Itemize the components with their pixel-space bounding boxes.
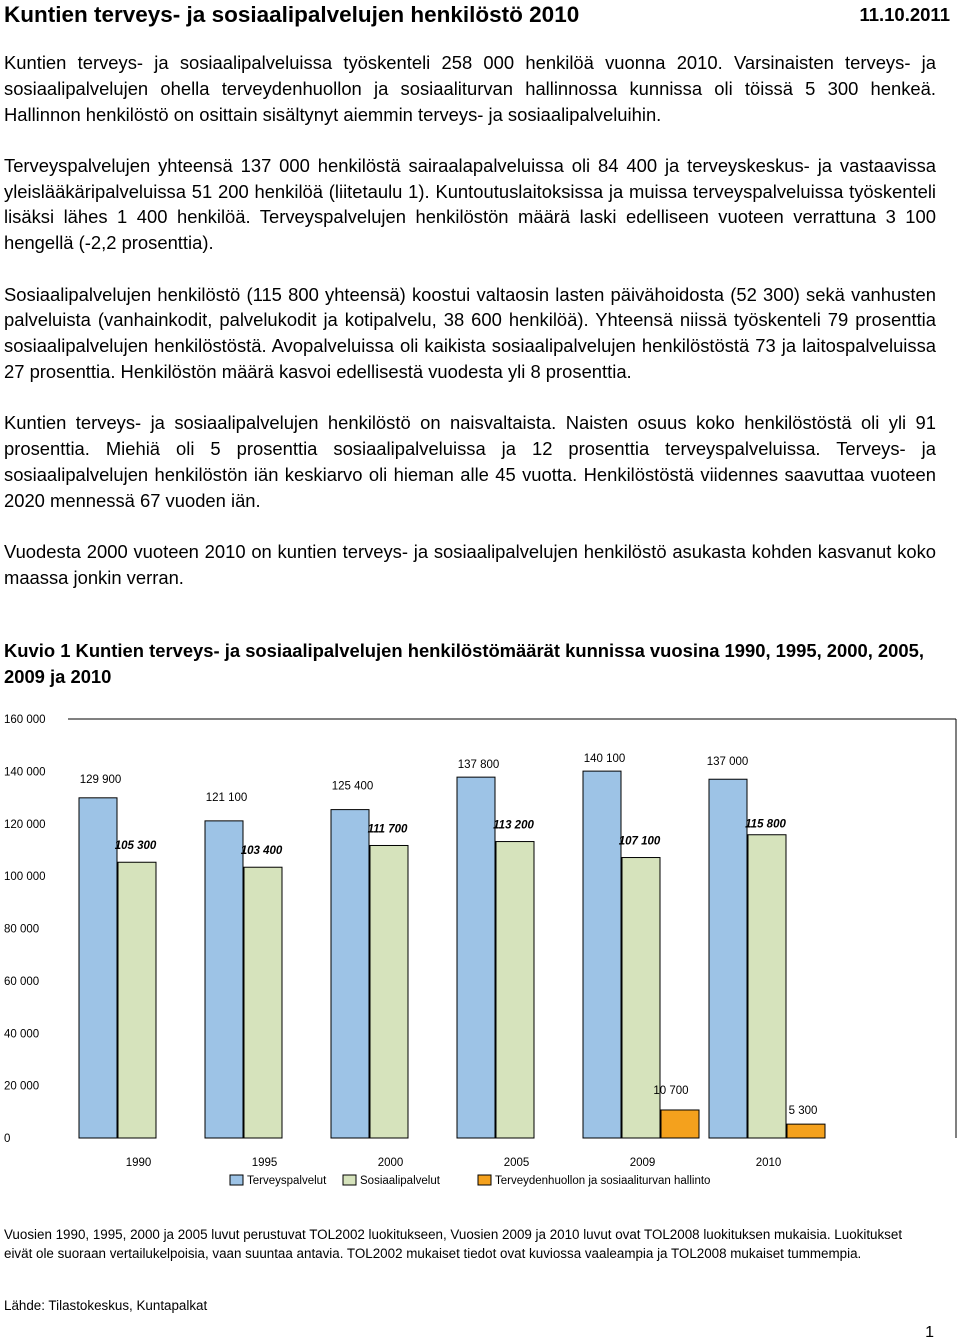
legend-swatch: [343, 1175, 356, 1185]
page-number: 1: [925, 1324, 934, 1341]
chart-notes: Vuosien 1990, 1995, 2000 ja 2005 luvut perustuvat TOL2002 luokitukseen, Vuosien 2009 ja 2010 luvut ovat TOL2008 luokituksen mukaisia. Luokitukset eivät ole suoraan vertailukelpoisia, vaan suuntaa antavia. TOL2002 mukaiset tiedot ovat kuviossa vaaleampia ja TOL2008 mukaiset tummempia.: [4, 1227, 903, 1261]
y-tick-label: 160 000: [4, 714, 46, 726]
legend-label: Terveydenhuollon ja sosiaaliturvan hallinto: [495, 1175, 711, 1187]
data-label: 105 300: [114, 840, 157, 853]
bar-terveyspalvelut: [205, 821, 243, 1138]
figure-caption: Kuvio 1 Kuntien terveys- ja sosiaalipalvelujen henkilöstömäärät kunnissa vuosina 1990, 1995, 2000, 2005, 2009 ja 2010: [4, 640, 924, 687]
bar-sosiaalipalvelut: [748, 835, 786, 1138]
paragraph-1: Kuntien terveys- ja sosiaalipalveluissa työskenteli 258 000 henkilöä vuonna 2010. Varsinaisten terveys- ja sosiaalipalvelujen ohella terveydenhuollon ja sosiaaliturvan hallinnossa kunnissa oli töissä 5 300 henkeä. Hallinnon henkilöstö on osittain sisältynyt aiemmin terveys- ja sosiaalipalveluihin.: [4, 52, 936, 125]
bar-terveyspalvelut: [457, 777, 495, 1138]
paragraph-4: Kuntien terveys- ja sosiaalipalvelujen henkilöstö on naisvaltaista. Naisten osuus koko henkilöstöstä oli yli 91 prosenttia. Miehiä oli 5 prosenttia sosiaalipalveluissa ja 12 prosenttia terveyspalveluissa. Terveys- ja sosiaalipalvelujen henkilöstön iän keskiarvo oli hieman alle 45 vuotta. Henkilöstöstä viidennes saavuttaa vuoteen 2020 mennessä 67 vuoden iän.: [4, 412, 936, 511]
data-label: 137 800: [457, 759, 500, 772]
y-tick-label: 100 000: [4, 871, 46, 884]
data-label: 115 800: [745, 818, 786, 831]
y-tick-label: 80 000: [4, 923, 40, 936]
x-tick-label: 1990: [125, 1157, 152, 1169]
staffing-bar-chart: [0, 705, 960, 1200]
paragraph-5: Vuodesta 2000 vuoteen 2010 on kuntien terveys- ja sosiaalipalvelujen henkilöstö asukasta kohden kasvanut koko maassa jonkin verran.: [4, 540, 936, 588]
legend-swatch: [230, 1175, 243, 1185]
data-label: 5 300: [788, 1105, 818, 1118]
data-label: 107 100: [618, 835, 661, 848]
y-tick-label: 0: [4, 1133, 11, 1145]
bar-hallinto: [787, 1124, 825, 1138]
paragraph-3: Sosiaalipalvelujen henkilöstö (115 800 yhteensä) koostui valtaosin lasten päivähoidosta (52 300) sekä vanhusten palveluista (vanhainkodit, palvelukodit ja kotipalvelu, 38 600 henkilöä). Yhteensä niissä työskenteli 79 prosenttia sosiaalipalvelujen henkilöstöstä. Avopalveluissa oli kaikista sosiaalipalvelujen henkilöstöstä 73 ja laitospalveluissa 27 prosenttia. Henkilöstön määrä kasvoi edellisestä vuodesta yli 8 prosenttia.: [4, 283, 936, 382]
data-label: 111 700: [367, 823, 408, 836]
y-tick-label: 20 000: [4, 1080, 40, 1093]
bar-terveyspalvelut: [709, 779, 747, 1138]
bar-sosiaalipalvelut: [244, 867, 282, 1138]
y-tick-label: 120 000: [4, 818, 46, 831]
paragraph-2: Terveyspalvelujen yhteensä 137 000 henkilöstä sairaalapalveluissa oli 84 400 ja terveyskeskus- ja vastaavissa yleislääkäripalveluissa 51 200 henkilöä (liitetaulu 1). Kuntoutuslaitoksissa ja muissa terveyspalveluissa työskenteli lisäksi lähes 1 400 henkilöä. Terveyspalvelujen henkilöstön määrä laski edelliseen vuoteen verrattuna 3 100 hengellä (-2,2 prosenttia).: [4, 154, 936, 254]
x-tick-label: 2005: [503, 1157, 530, 1169]
legend-label: Terveyspalvelut: [247, 1175, 327, 1187]
x-tick-label: 2009: [629, 1157, 656, 1169]
bar-terveyspalvelut: [79, 798, 117, 1138]
article-body: [4, 50, 936, 616]
y-tick-label: 60 000: [4, 975, 40, 988]
x-tick-label: 2010: [755, 1157, 782, 1169]
source-line: Lähde: Tilastokeskus, Kuntapalkat: [4, 1298, 208, 1313]
data-label: 129 900: [79, 773, 122, 786]
y-tick-label: 40 000: [4, 1028, 40, 1041]
page-header: [4, 2, 954, 32]
bar-sosiaalipalvelut: [496, 842, 534, 1138]
bar-sosiaalipalvelut: [370, 845, 408, 1138]
bar-sosiaalipalvelut: [118, 862, 156, 1138]
bar-hallinto: [661, 1110, 699, 1138]
page-title: Kuntien terveys- ja sosiaalipalvelujen henkilöstö 2010: [4, 2, 580, 27]
y-tick-label: 140 000: [4, 766, 46, 779]
legend-swatch: [478, 1175, 491, 1185]
data-label: 10 700: [653, 1084, 689, 1097]
bar-terveyspalvelut: [331, 810, 369, 1138]
data-label: 140 100: [583, 753, 626, 766]
x-tick-label: 2000: [377, 1157, 404, 1169]
publication-date: 11.10.2011: [859, 4, 950, 25]
data-label: 113 200: [493, 819, 534, 832]
x-tick-label: 1995: [251, 1157, 278, 1169]
legend-label: Sosiaalipalvelut: [360, 1175, 440, 1187]
data-label: 103 400: [240, 845, 283, 858]
data-label: 137 000: [706, 756, 749, 769]
bar-terveyspalvelut: [583, 771, 621, 1138]
data-label: 121 100: [205, 791, 248, 804]
data-label: 125 400: [331, 780, 374, 793]
